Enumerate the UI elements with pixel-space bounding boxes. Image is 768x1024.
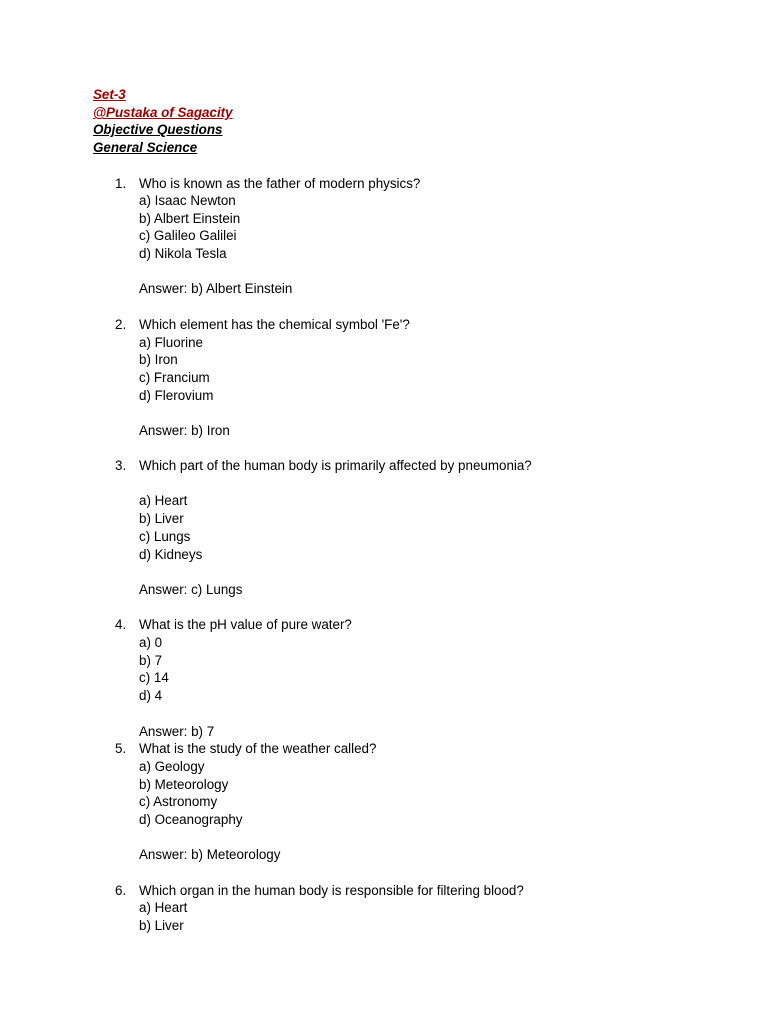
option: a) Heart	[139, 493, 188, 508]
question-text: What is the pH value of pure water?	[139, 617, 352, 632]
question-number: 2.	[115, 317, 127, 332]
option: a) Geology	[139, 759, 205, 774]
answer: Answer: c) Lungs	[139, 582, 243, 597]
author-label: @Pustaka of Sagacity	[93, 105, 233, 120]
option: d) Oceanography	[139, 812, 243, 827]
option: b) Liver	[139, 918, 184, 933]
option: d) Nikola Tesla	[139, 246, 227, 261]
option: b) Albert Einstein	[139, 211, 241, 226]
question-text: Which element has the chemical symbol 'Fe'?	[139, 317, 410, 332]
question-text: Who is known as the father of modern physics?	[139, 176, 421, 191]
answer: Answer: b) Albert Einstein	[139, 281, 293, 296]
question-number: 4.	[115, 617, 127, 632]
question-number: 1.	[115, 176, 127, 191]
option: b) Liver	[139, 511, 184, 526]
option: a) Isaac Newton	[139, 193, 236, 208]
option: a) Fluorine	[139, 335, 204, 350]
subject-title: General Science	[93, 140, 198, 155]
option: c) 14	[139, 670, 169, 685]
question-number: 6.	[115, 883, 127, 898]
answer: Answer: b) Iron	[139, 423, 230, 438]
option: b) Meteorology	[139, 777, 229, 792]
option: c) Lungs	[139, 529, 191, 544]
question-text: What is the study of the weather called?	[139, 741, 377, 756]
option: b) Iron	[139, 352, 178, 367]
document-type: Objective Questions	[93, 122, 223, 137]
option: a) Heart	[139, 900, 188, 915]
option: d) Flerovium	[139, 388, 214, 403]
answer: Answer: b) 7	[139, 724, 215, 739]
option: c) Astronomy	[139, 794, 218, 809]
option: b) 7	[139, 653, 163, 668]
question-number: 3.	[115, 458, 127, 473]
option: d) 4	[139, 688, 163, 703]
question-text: Which part of the human body is primarily affected by pneumonia?	[139, 458, 532, 473]
option: a) 0	[139, 635, 163, 650]
option: c) Galileo Galilei	[139, 228, 237, 243]
answer: Answer: b) Meteorology	[139, 847, 281, 862]
option: d) Kidneys	[139, 547, 203, 562]
question-number: 5.	[115, 741, 127, 756]
set-label: Set-3	[93, 87, 126, 102]
option: c) Francium	[139, 370, 210, 385]
question-text: Which organ in the human body is responsible for filtering blood?	[139, 883, 524, 898]
